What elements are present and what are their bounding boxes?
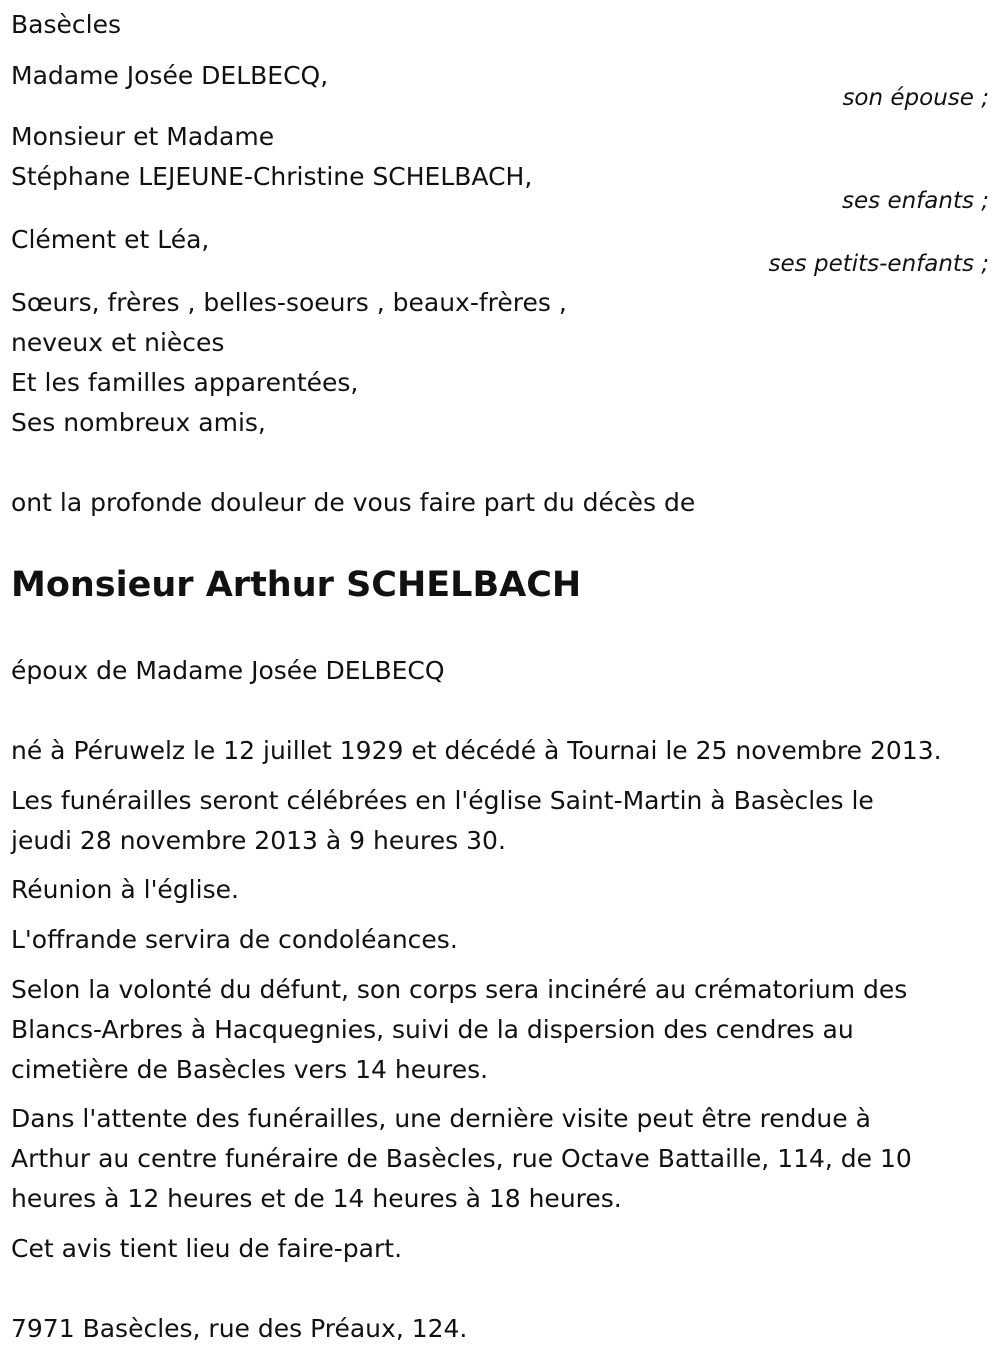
visit-line-1: Dans l'attente des funérailles, une dernière visite peut être rendue à <box>11 1104 871 1133</box>
children-role: ses enfants ; <box>842 188 989 214</box>
deceased-name: Monsieur Arthur SCHELBACH <box>11 565 582 605</box>
grandchildren-role: ses petits-enfants ; <box>768 251 989 277</box>
grandchildren-name: Clément et Léa, <box>11 225 210 254</box>
visit-line-2: Arthur au centre funéraire de Basècles, rue Octave Battaille, 114, de 10 <box>11 1144 912 1173</box>
relatives-line-4: Ses nombreux amis, <box>11 408 266 437</box>
funeral-line-1: Les funérailles seront célébrées en l'église Saint-Martin à Basècles le <box>11 786 874 815</box>
offering-line: L'offrande servira de condoléances. <box>11 925 458 954</box>
notice-line: Cet avis tient lieu de faire-part. <box>11 1234 403 1263</box>
spouse-of: époux de Madame Josée DELBECQ <box>11 656 445 685</box>
children-line-2: Stéphane LEJEUNE-Christine SCHELBACH, <box>11 162 533 191</box>
meeting-line: Réunion à l'église. <box>11 875 239 904</box>
birth-death-line: né à Péruwelz le 12 juillet 1929 et décédé à Tournai le 25 novembre 2013. <box>11 736 942 765</box>
visit-line-3: heures à 12 heures et de 14 heures à 18 heures. <box>11 1184 622 1213</box>
relatives-line-3: Et les familles apparentées, <box>11 368 359 397</box>
children-line-1: Monsieur et Madame <box>11 122 275 151</box>
spouse-role: son épouse ; <box>842 85 989 111</box>
cremation-line-1: Selon la volonté du défunt, son corps sera incinéré au crématorium des <box>11 975 908 1004</box>
spouse-name: Madame Josée DELBECQ, <box>11 61 329 90</box>
location-heading: Basècles <box>11 10 121 39</box>
relatives-line-1: Sœurs, frères , belles-soeurs , beaux-frères , <box>11 288 567 317</box>
relatives-line-2: neveux et nièces <box>11 328 225 357</box>
announcement-intro: ont la profonde douleur de vous faire part du décès de <box>11 488 696 517</box>
cremation-line-2: Blancs-Arbres à Hacquegnies, suivi de la dispersion des cendres au <box>11 1015 854 1044</box>
cremation-line-3: cimetière de Basècles vers 14 heures. <box>11 1055 489 1084</box>
funeral-line-2: jeudi 28 novembre 2013 à 9 heures 30. <box>11 826 506 855</box>
address-line: 7971 Basècles, rue des Préaux, 124. <box>11 1314 468 1343</box>
